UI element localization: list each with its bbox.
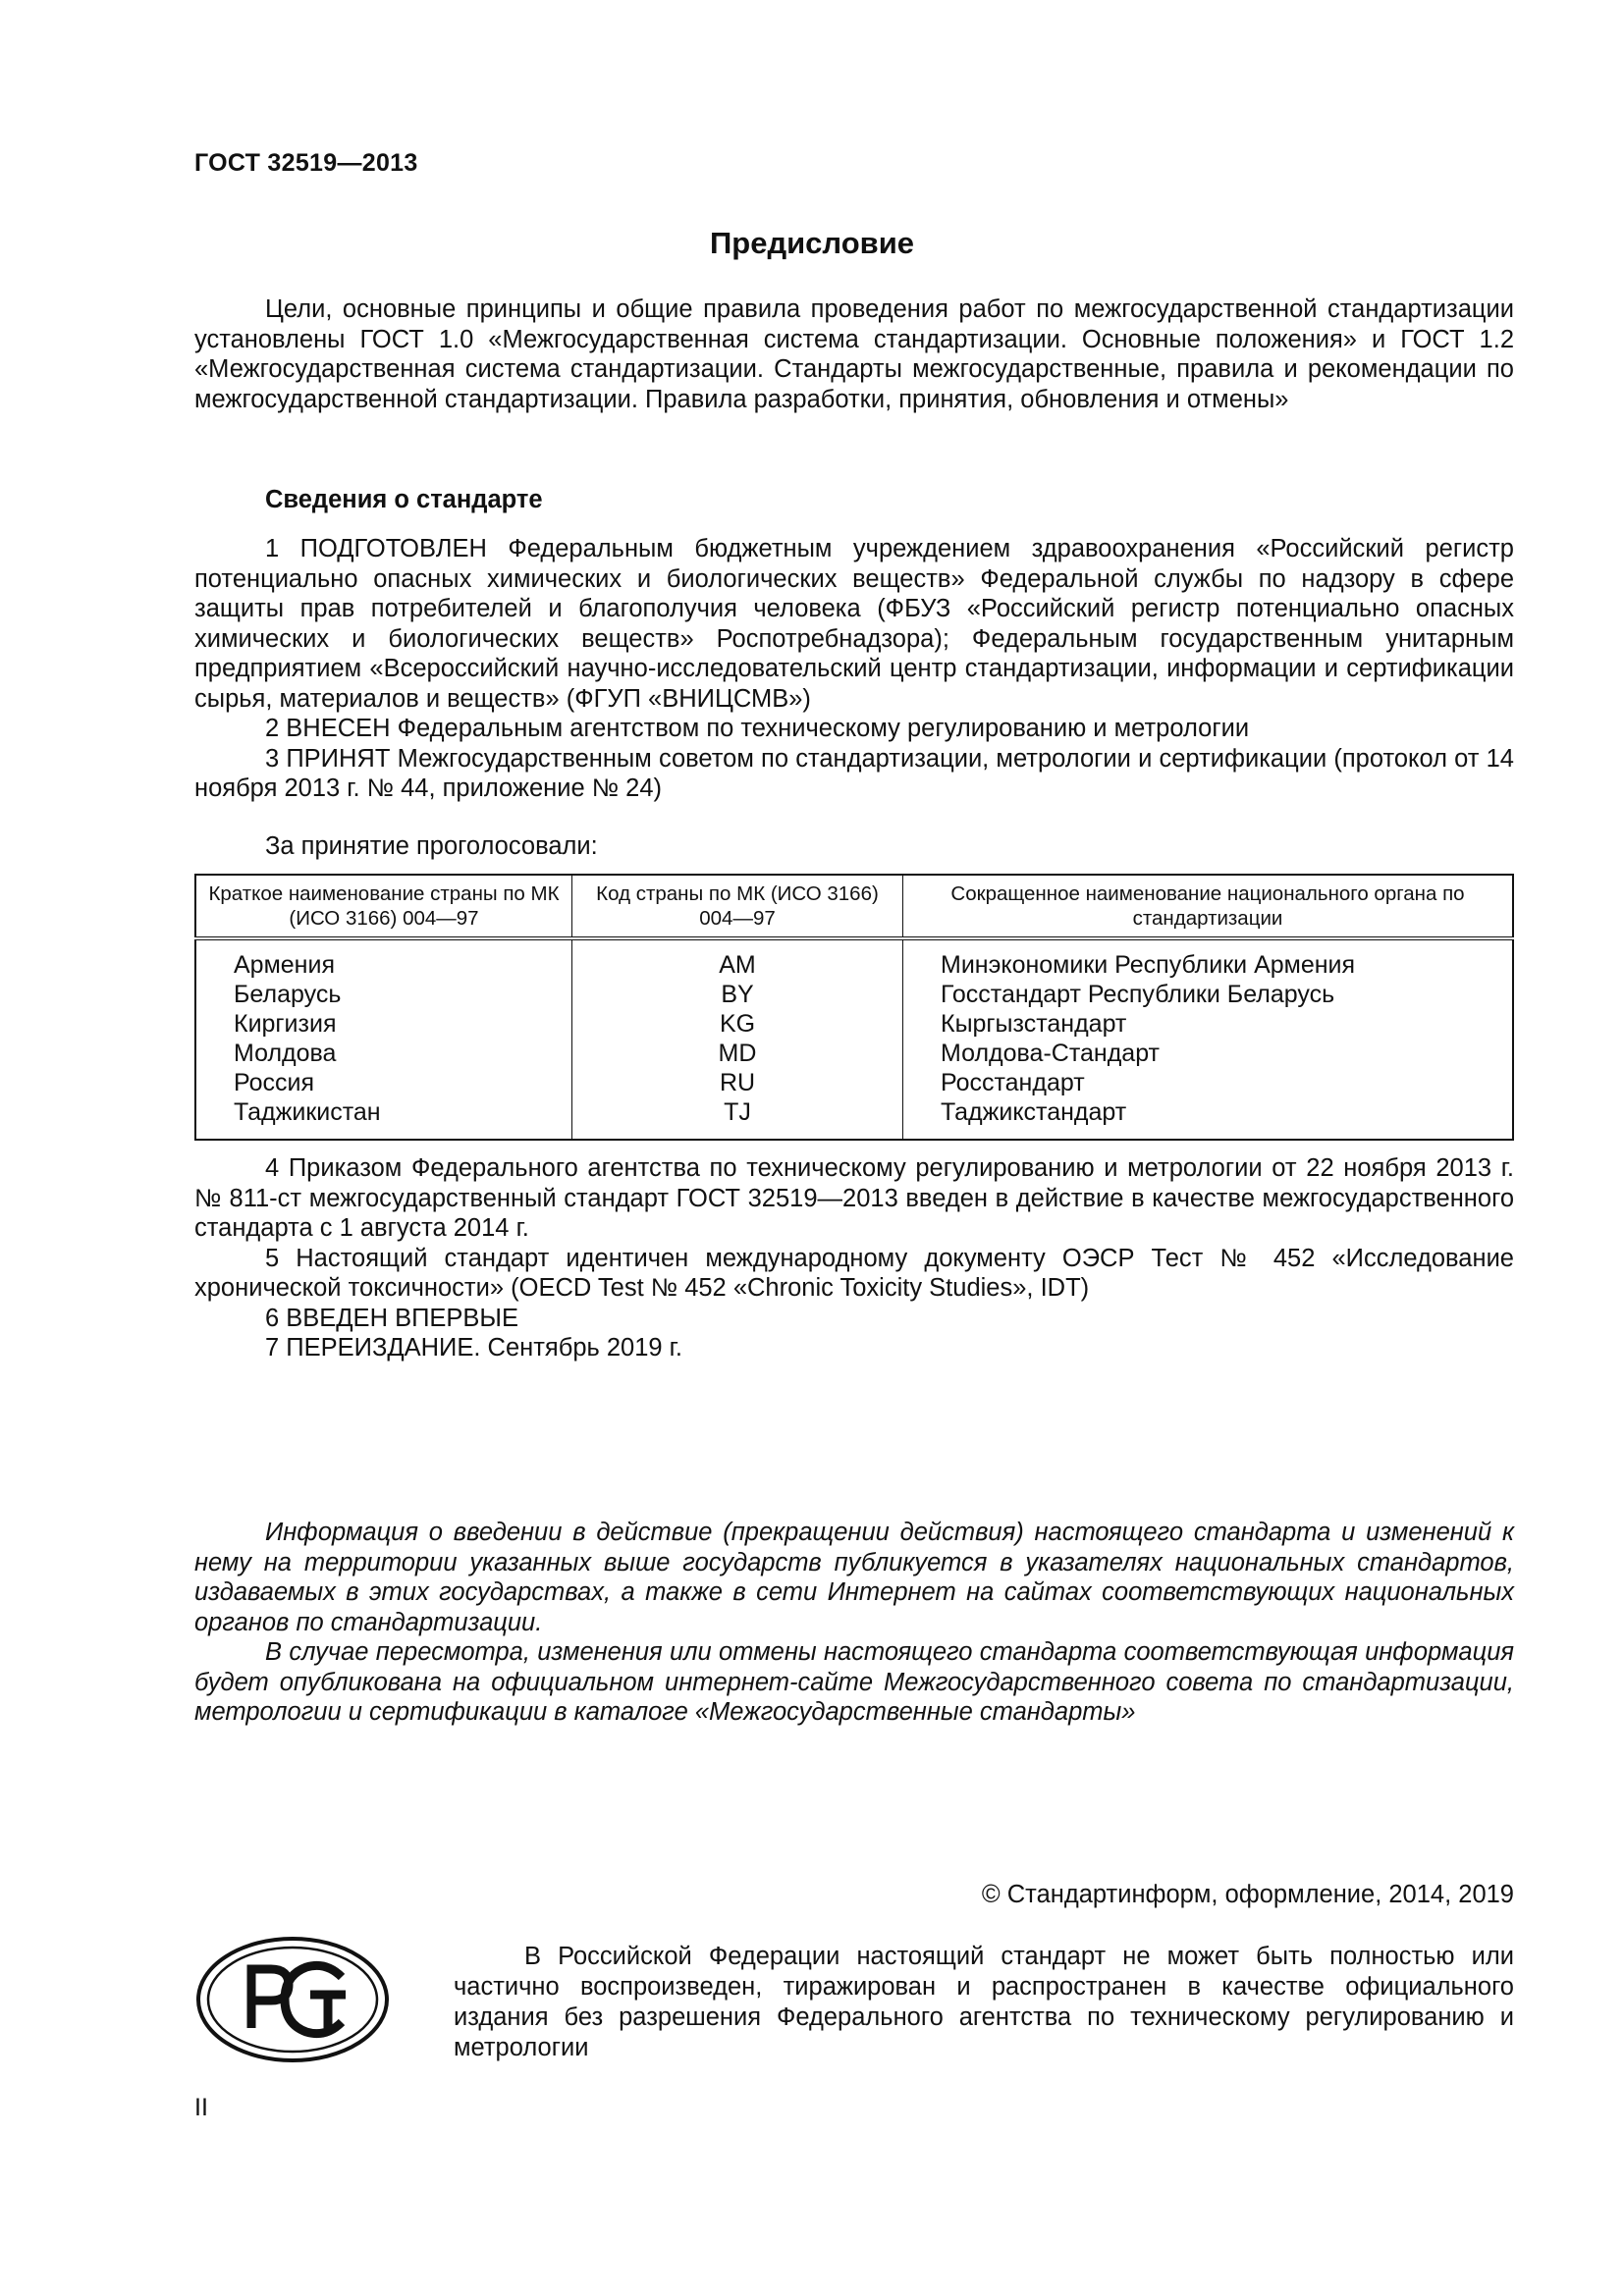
table-row [195, 980, 1513, 1009]
cell-country: Таджикистан [195, 1097, 572, 1140]
cell-code: RU [572, 1068, 903, 1097]
cell-code: BY [572, 980, 903, 1009]
col-header-country: Краткое наименование страны по МК (ИСО 3166) 004—97 [195, 875, 572, 938]
cell-code: MD [572, 1039, 903, 1068]
table-row [195, 1009, 1513, 1039]
table-row [195, 1039, 1513, 1068]
copyright-line: © Стандартинформ, оформление, 2014, 2019 [981, 1881, 1514, 1908]
cell-body: Минэкономики Республики Армения [941, 951, 1356, 979]
cell-body: Таджикстандарт [941, 1098, 1127, 1126]
cell-body: Госстандарт Республики Беларусь [941, 981, 1335, 1008]
intro-paragraph: Цели, основные принципы и общие правила проведения работ по межгосударственной стандартизации установлены ГОСТ 1.0 «Межгосударственная система стандартизации. Основные положения» и ГОСТ 1.2 «Межгосударственная система стандартизации. Стандарты межгосударственные, правила и рекомендации по межгосударственной стандартизации. Правила разработки, принятия, обновления и отмены» [194, 295, 1514, 413]
cell-code: KG [572, 1009, 903, 1039]
info-item-7: 7 ПЕРЕИЗДАНИЕ. Сентябрь 2019 г. [265, 1334, 682, 1362]
col-header-code: Код страны по МК (ИСО 3166) 004—97 [572, 875, 903, 938]
section-title: Предисловие [709, 226, 914, 260]
cell-country: Молдова [195, 1039, 572, 1068]
cell-country: Беларусь [195, 980, 572, 1009]
reproduction-notice-text: В Российской Федерации настоящий стандарт не может быть полностью или частично воспроизведен, тиражирован и распространен в качестве официального издания без разрешения Федерального агентства по техническому регулированию и метрологии [454, 1943, 1514, 2061]
table-row [195, 1068, 1513, 1097]
rst-certification-mark-icon [194, 1934, 391, 2065]
table-row [195, 1097, 1513, 1140]
publication-info-paragraph-1: Информация о введении в действие (прекращении действия) настоящего стандарта и изменений к нему на территории указанных выше государств публикуется в указателях национальных стандартов, издаваемых в этих государствах, а также в сети Интернет на сайтах соответствующих национальных органов по стандартизации. [194, 1519, 1514, 1636]
standard-info-list-continued [194, 1153, 1514, 1363]
publication-info-paragraph-2: В случае пересмотра, изменения или отмены настоящего стандарта соответствующая информация будет опубликована на официальном интернет-сайте Межгосударственного совета по стандартизации, метрологии и сертификации в каталоге «Межгосударственные стандарты» [194, 1638, 1514, 1726]
table-header-row [195, 875, 1513, 938]
cell-code: AM [572, 938, 903, 980]
cell-body: Молдова-Стандарт [941, 1040, 1160, 1067]
cell-country: Киргизия [195, 1009, 572, 1039]
vote-label: За принятие проголосовали: [265, 832, 598, 860]
cell-country: Россия [195, 1068, 572, 1097]
info-item-2: 2 ВНЕСЕН Федеральным агентством по техническому регулированию и метрологии [265, 715, 1250, 742]
info-item-6: 6 ВВЕДЕН ВПЕРВЫЕ [265, 1304, 519, 1332]
cell-code: TJ [572, 1097, 903, 1140]
info-item-3: 3 ПРИНЯТ Межгосударственным советом по стандартизации, метрологии и сертификации (протокол от 14 ноября 2013 г. № 44, приложение № 24) [194, 744, 1514, 802]
cell-country: Армения [195, 938, 572, 980]
intro-block [194, 294, 1514, 414]
table-row [195, 938, 1513, 980]
document-code: ГОСТ 32519—2013 [194, 149, 418, 177]
cell-body: Кыргызстандарт [941, 1010, 1127, 1038]
reproduction-notice [454, 1942, 1514, 2063]
voting-countries-table [194, 874, 1514, 1141]
cell-body: Росстандарт [941, 1069, 1085, 1096]
standard-info-heading: Сведения о стандарте [265, 486, 543, 513]
standard-info-list [194, 534, 1514, 804]
info-item-4: 4 Приказом Федерального агентства по техническому регулированию и метрологии от 22 ноября 2013 г. № 811-ст межгосударственный стандарт ГОСТ 32519—2013 введен в действие в качестве межгосударственного стандарта с 1 августа 2014 г. [194, 1154, 1514, 1242]
rst-mark-glyphs [251, 1965, 346, 2033]
publication-info [194, 1518, 1514, 1728]
info-item-1: 1 ПОДГОТОВЛЕН Федеральным бюджетным учреждением здравоохранения «Российский регистр потенциально опасных химических и биологических веществ» Федеральной службы по надзору в сфере защиты прав потребителей и благополучия человека (ФБУЗ «Российский регистр потенциально опасных химических и биологических веществ» Роспотребнадзора); Федеральным государственным унитарным предприятием «Всероссийский научно-исследовательский центр стандартизации, информации и сертификации сырья, материалов и веществ» (ФГУП «ВНИЦСМВ») [194, 535, 1514, 713]
page-number: II [194, 2094, 208, 2121]
col-header-body: Сокращенное наименование национального органа по стандартизации [903, 875, 1514, 938]
info-item-5: 5 Настоящий стандарт идентичен международному документу ОЭСР Тест № 452 «Исследование хронической токсичности» (OECD Test № 452 «Chronic Toxicity Studies», IDT) [194, 1244, 1514, 1302]
